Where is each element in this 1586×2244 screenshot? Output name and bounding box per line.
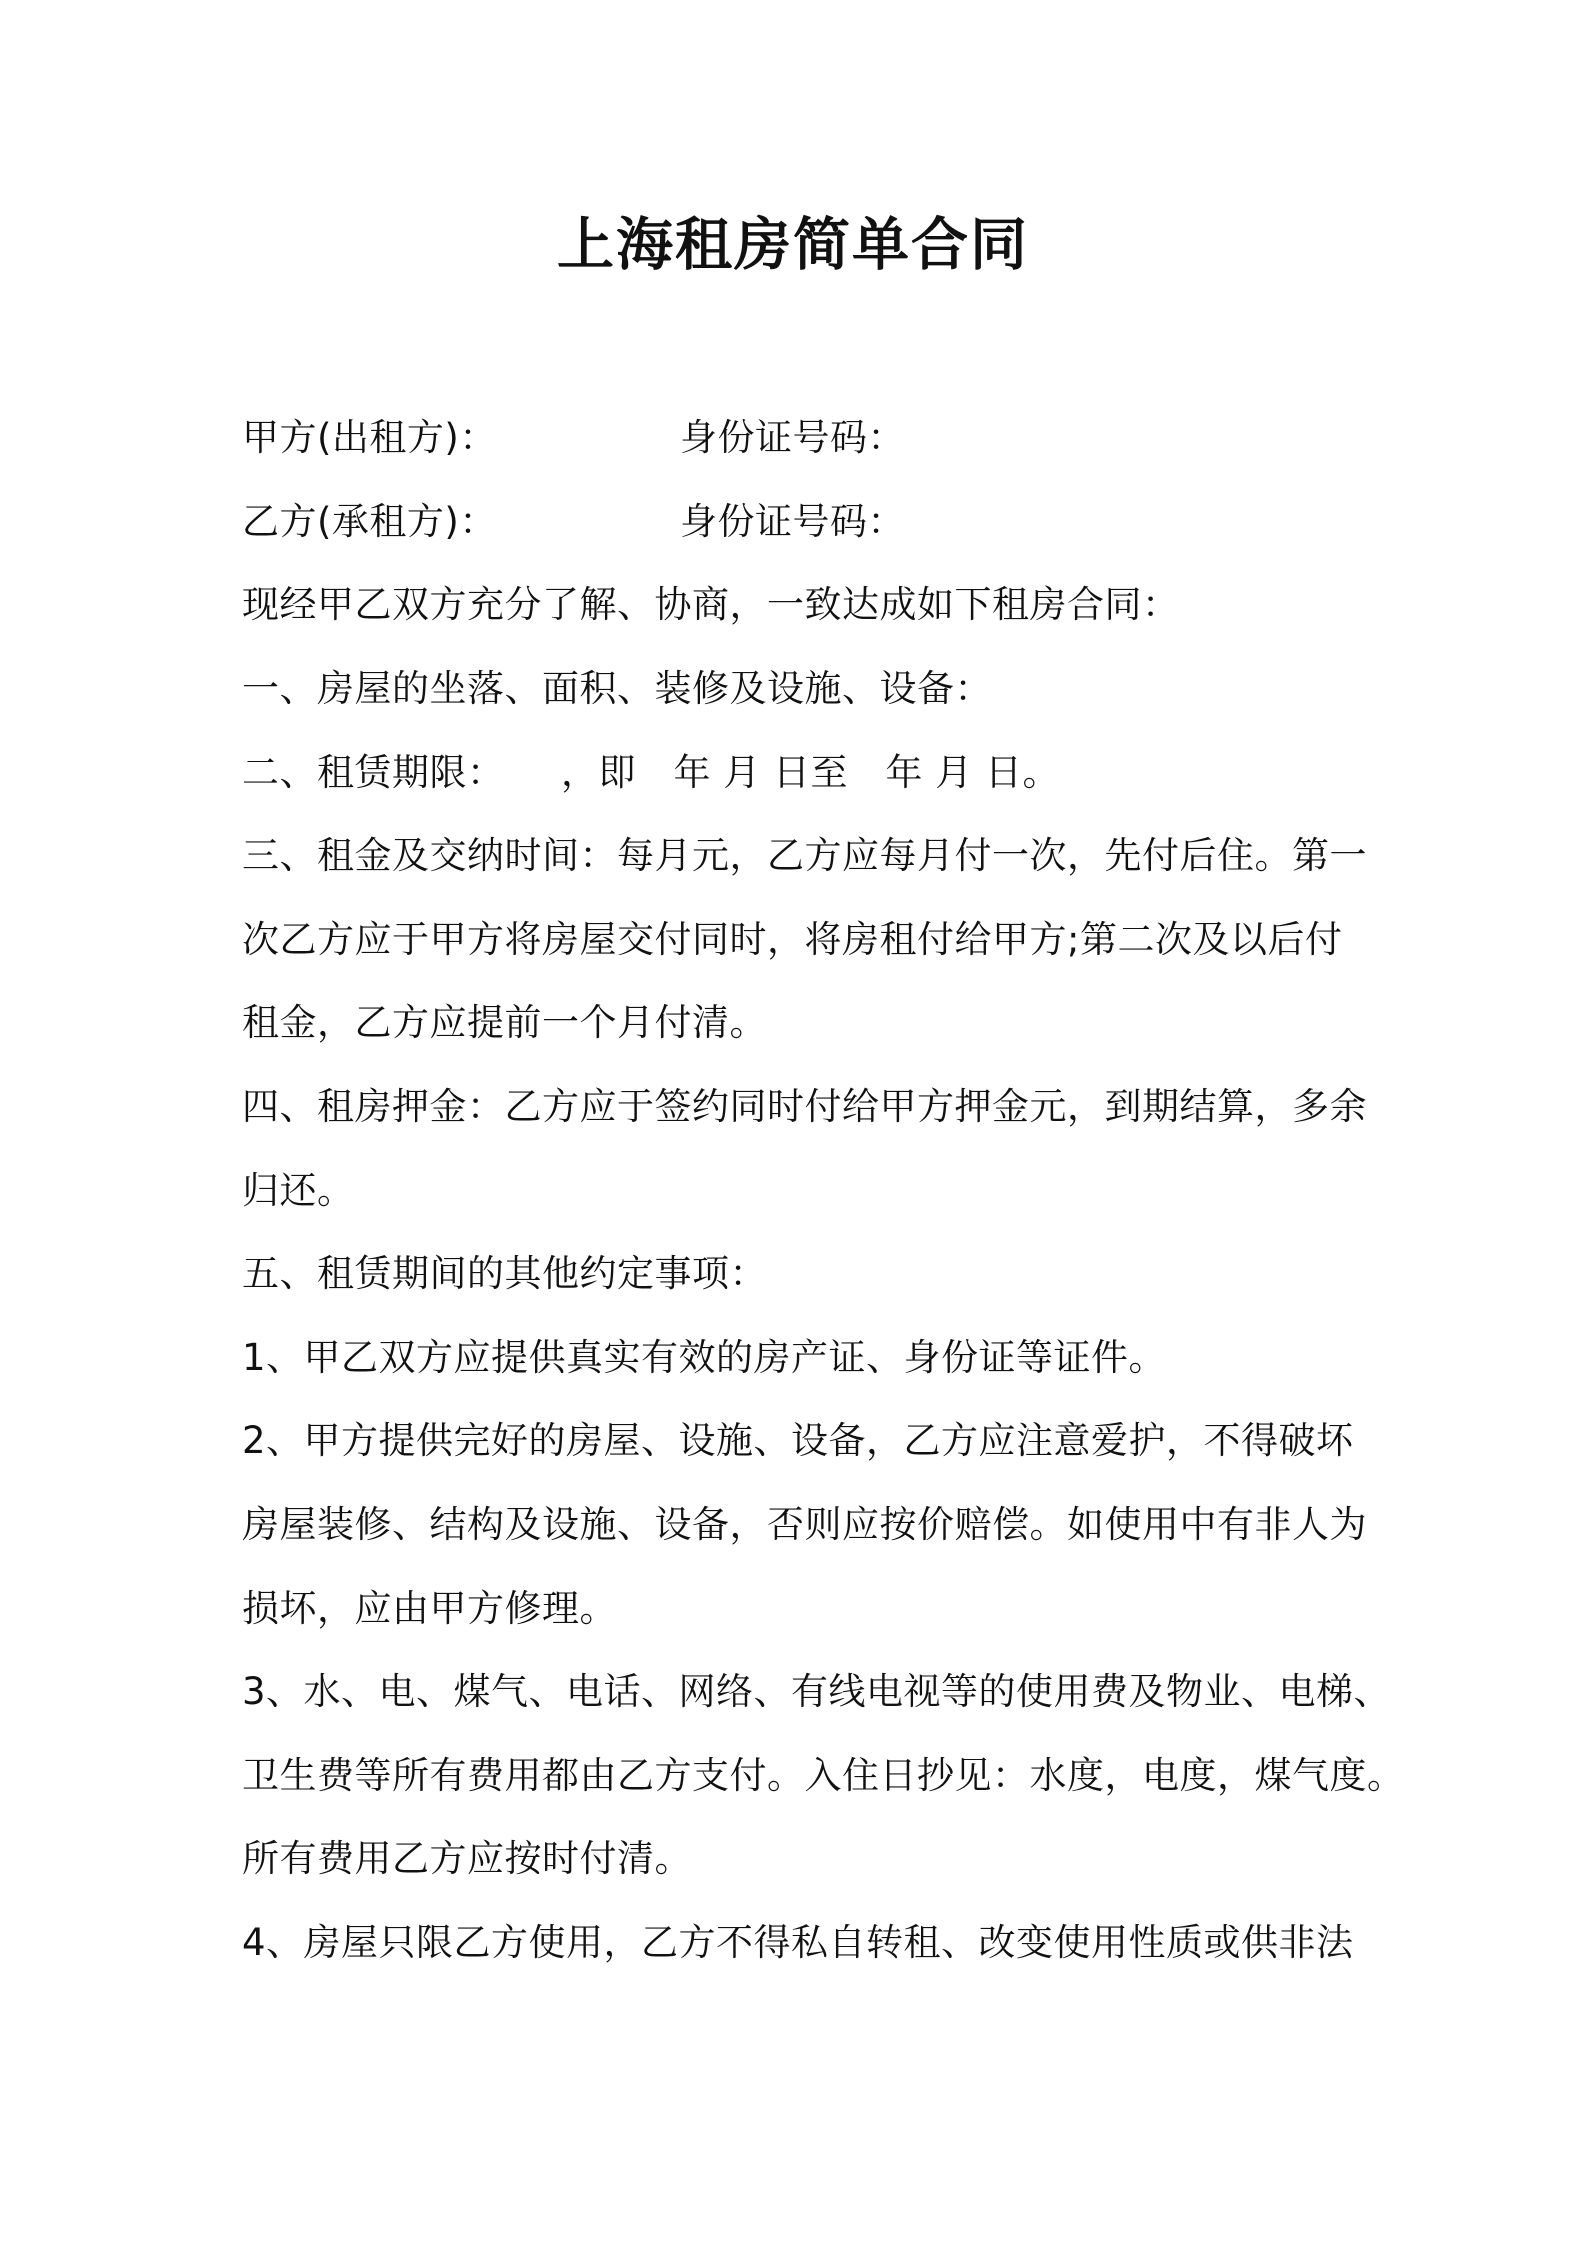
clause-1-heading: 一、房屋的坐落、面积、装修及设施、设备： <box>242 667 992 710</box>
intro-paragraph: 现经甲乙双方充分了解、协商，一致达成如下租房合同： <box>242 583 1180 626</box>
item-2-line-1: 2、甲方提供完好的房屋、设施、设备，乙方应注意爱护，不得破坏 <box>242 1419 1354 1462</box>
item-2-line-3: 损坏，应由甲方修理。 <box>242 1587 617 1630</box>
item-4-line-1: 4、房屋只限乙方使用，乙方不得私自转租、改变使用性质或供非法 <box>242 1921 1354 1964</box>
clause-4-deposit-line-1: 四、租房押金：乙方应于签约同时付给甲方押金元，到期结算，多余 <box>242 1085 1367 1128</box>
clause-4-deposit-line-2: 归还。 <box>242 1169 355 1212</box>
clause-3-rent-line-2: 次乙方应于甲方将房屋交付同时，将房租付给甲方;第二次及以后付 <box>242 918 1343 961</box>
item-1: 1、甲乙双方应提供真实有效的房产证、身份证等证件。 <box>242 1336 1167 1379</box>
item-3-line-3: 所有费用乙方应按时付清。 <box>242 1837 692 1880</box>
item-3-line-2: 卫生费等所有费用都由乙方支付。入住日抄见：水度，电度，煤气度。 <box>242 1754 1405 1797</box>
clause-2-lease-term: 二、租赁期限： ，即 年 月 日至 年 月 日。 <box>242 751 1061 794</box>
item-3-line-1: 3、水、电、煤气、电话、网络、有线电视等的使用费及物业、电梯、 <box>242 1670 1392 1713</box>
clause-5-heading: 五、租赁期间的其他约定事项： <box>242 1252 767 1295</box>
clause-3-rent-line-1: 三、租金及交纳时间：每月元，乙方应每月付一次，先付后住。第一 <box>242 834 1367 877</box>
document-title: 上海租房简单合同 <box>557 212 1029 278</box>
party-a-label: 甲方(出租方)： <box>242 416 497 459</box>
clause-3-rent-line-3: 租金，乙方应提前一个月付清。 <box>242 1001 767 1044</box>
party-b-id-label: 身份证号码： <box>680 500 905 543</box>
party-b-row <box>242 497 905 547</box>
item-2-line-2: 房屋装修、结构及设施、设备，否则应按价赔偿。如使用中有非人为 <box>242 1503 1367 1546</box>
party-b-label: 乙方(承租方)： <box>242 500 497 543</box>
party-a-id-label: 身份证号码： <box>680 416 905 459</box>
party-a-row <box>242 413 905 463</box>
